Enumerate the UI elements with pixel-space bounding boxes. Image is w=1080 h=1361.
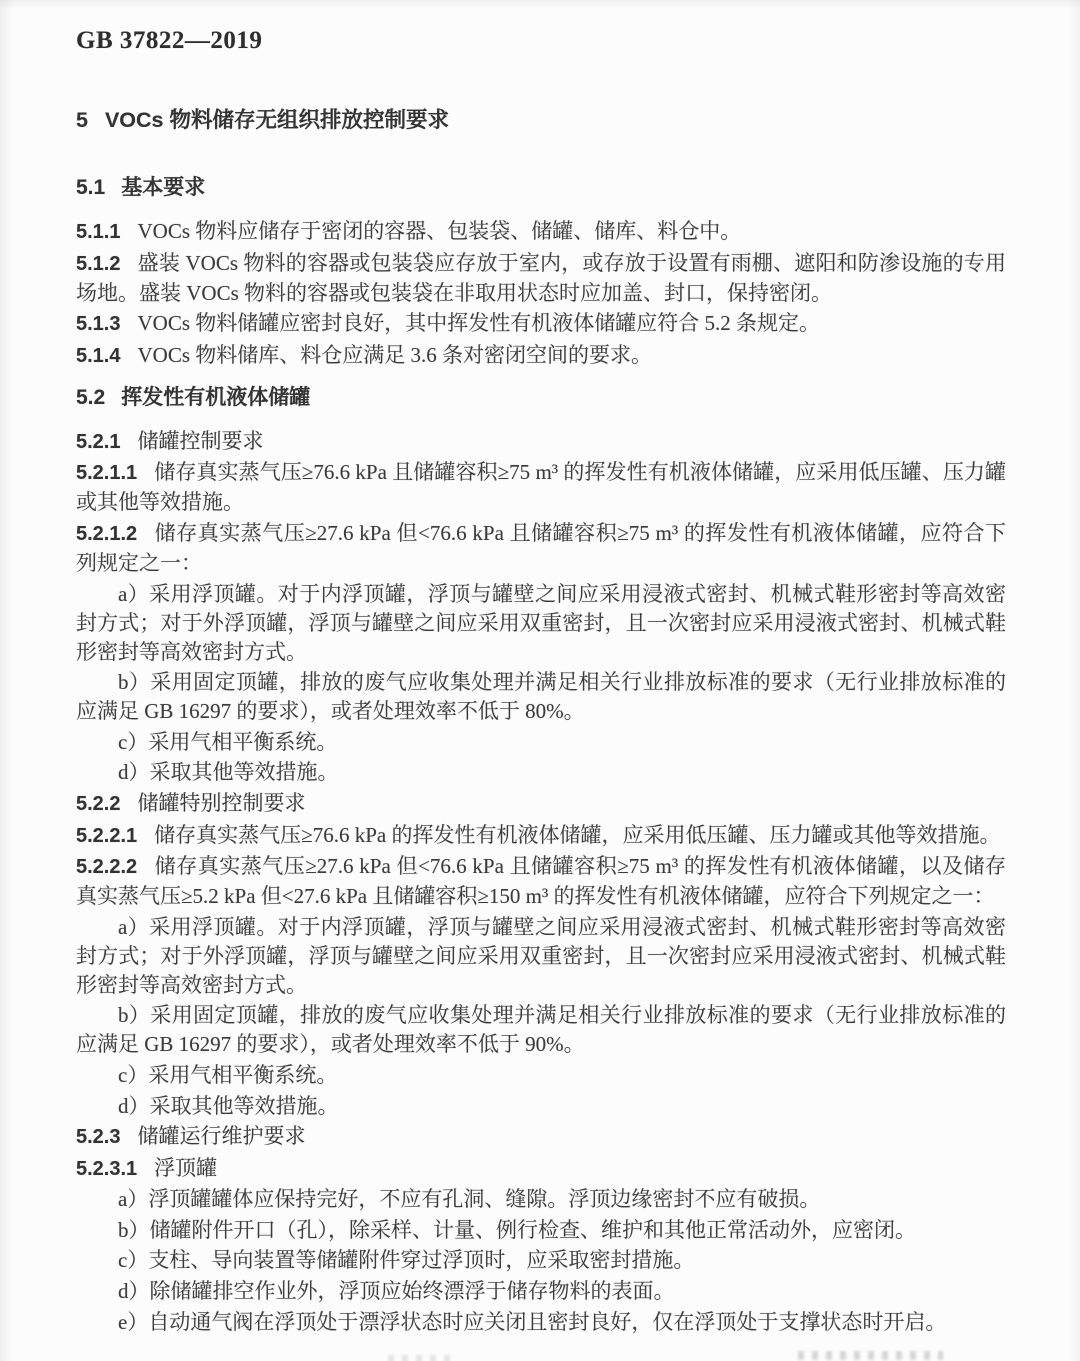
list-item-5212-b: b）采用固定顶罐，排放的废气应收集处理并满足相关行业排放标准的要求（无行业排放标准的应满足 GB 16297 的要求），或者处理效率不低于 80%。: [76, 670, 1006, 724]
clause-number: 5.2.1: [76, 430, 121, 453]
clause-title: 浮顶罐: [154, 1155, 218, 1180]
clause-number: 5.2.3.1: [76, 1157, 138, 1180]
clause-text: VOCs 物料储库、料仓应满足 3.6 条对密闭空间的要求。: [137, 342, 652, 367]
clause-text: 储存真实蒸气压≥76.6 kPa 的挥发性有机液体储罐，应采用低压罐、压力罐或其他等效措施。: [154, 822, 1001, 847]
clause-5-1-4: [76, 341, 1006, 371]
clause-number: 5.1.2: [76, 252, 121, 275]
list-item-5231-d: d）除储罐排空作业外，浮顶应始终漂浮于储存物料的表面。: [118, 1279, 675, 1304]
clause-title: 储罐控制要求: [137, 428, 264, 453]
clause-text: 储存真实蒸气压≥76.6 kPa 且储罐容积≥75 m³ 的挥发性有机液体储罐，应采用低压罐、压力罐或其他等效措施。: [76, 460, 1006, 515]
list-item-5222-a: a）采用浮顶罐。对于内浮顶罐，浮顶与罐壁之间应采用浸液式密封、机械式鞋形密封等高效密封方式；对于外浮顶罐，浮顶与罐壁之间应采用双重密封，且一次密封应采用浸液式密封、机械式鞋形密封等高效密封方式。: [76, 914, 1006, 997]
section-5-heading: [76, 105, 1006, 135]
list-item-5212-a: a）采用浮顶罐。对于内浮顶罐，浮顶与罐壁之间应采用浸液式密封、机械式鞋形密封等高效密封方式；对于外浮顶罐，浮顶与罐壁之间应采用双重密封，且一次密封应采用浸液式密封、机械式鞋形密封等高效密封方式。: [76, 581, 1006, 664]
clause-5-2-2-heading: [76, 789, 1006, 819]
list-item-5212-c: c）采用气相平衡系统。: [118, 729, 338, 754]
clause-number: 5.2.1.1: [76, 462, 138, 485]
clause-5-2-2-2: [76, 852, 1006, 911]
clause-5-2-2-1: [76, 821, 1006, 851]
list-item-5212-d: d）采取其他等效措施。: [118, 760, 339, 785]
clause-title: 储罐特别控制要求: [137, 790, 306, 815]
clause-5-1-3: [76, 309, 1006, 339]
scan-artifact: [388, 1355, 452, 1361]
section-title: VOCs 物料储存无组织排放控制要求: [104, 108, 449, 132]
clause-number: 5.2.2: [76, 792, 121, 815]
list-item-5231-e: e）自动通气阀在浮顶处于漂浮状态时应关闭且密封良好，仅在浮顶处于支撑状态时开启。: [118, 1309, 947, 1334]
clause-text: 储存真实蒸气压≥27.6 kPa 但<76.6 kPa 且储罐容积≥75 m³ 的挥发性有机液体储罐，应符合下列规定之一：: [76, 520, 1006, 575]
section-number: 5: [76, 108, 88, 132]
clause-5-2-1-1: [76, 458, 1006, 517]
clause-text: 储存真实蒸气压≥27.6 kPa 但<76.6 kPa 且储罐容积≥75 m³ 的挥发性有机液体储罐，以及储存真实蒸气压≥5.2 kPa 但<27.6 kPa 且储罐容积≥150 m³ 的挥发性有机液体储罐，应符合下列规定之一：: [76, 854, 1006, 909]
subsection-5-1-heading: [76, 173, 1006, 203]
clause-text: VOCs 物料应储存于密闭的容器、包装袋、储罐、储库、料仓中。: [137, 219, 742, 243]
clause-5-2-3-1-heading: [76, 1154, 1006, 1184]
list-item-5231-b: b）储罐附件开口（孔），除采样、计量、例行检查、维护和其他正常活动外，应密闭。: [118, 1217, 916, 1242]
clause-number: 5.2.2.1: [76, 824, 138, 847]
list-item-5231-c: c）支柱、导向装置等储罐附件穿过浮顶时，应采取密封措施。: [118, 1248, 695, 1273]
clause-number: 5.2.1.2: [76, 522, 138, 545]
clause-5-1-1: [76, 217, 1006, 247]
subsection-5-2-heading: [76, 383, 1006, 413]
list-item-5222-b: b）采用固定顶罐，排放的废气应收集处理并满足相关行业排放标准的要求（无行业排放标准的应满足 GB 16297 的要求），或者处理效率不低于 90%。: [76, 1003, 1006, 1057]
subsection-number: 5.1: [76, 176, 106, 199]
clause-number: 5.2.2.2: [76, 856, 138, 879]
clause-text: 盛装 VOCs 物料的容器或包装袋应存放于室内，或存放于设置有雨棚、遮阳和防渗设施的专用场地。盛装 VOCs 物料的容器或包装袋在非取用状态时应加盖、封口，保持密闭。: [76, 250, 1006, 305]
scan-artifact: [798, 1351, 943, 1360]
standard-number-header: GB 37822—2019: [76, 27, 263, 54]
clause-number: 5.1.4: [76, 344, 121, 367]
clause-5-2-1-heading: [76, 427, 1006, 457]
clause-number: 5.1.3: [76, 313, 121, 336]
clause-number: 5.1.1: [76, 221, 121, 243]
subsection-number: 5.2: [76, 385, 106, 409]
clause-number: 5.2.3: [76, 1126, 121, 1149]
list-item-5231-a: a）浮顶罐罐体应保持完好，不应有孔洞、缝隙。浮顶边缘密封不应有破损。: [118, 1187, 821, 1212]
list-item-5222-d: d）采取其他等效措施。: [118, 1093, 339, 1118]
clause-5-2-1-2: [76, 519, 1006, 578]
clause-5-1-2: [76, 249, 1006, 308]
list-item-5222-c: c）采用气相平衡系统。: [118, 1062, 338, 1087]
clause-text: VOCs 物料储罐应密封良好，其中挥发性有机液体储罐应符合 5.2 条规定。: [137, 311, 820, 336]
subsection-title: 基本要求: [121, 176, 206, 199]
clause-5-2-3-heading: [76, 1122, 1006, 1152]
subsection-title: 挥发性有机液体储罐: [121, 385, 311, 409]
clause-title: 储罐运行维护要求: [137, 1124, 306, 1149]
